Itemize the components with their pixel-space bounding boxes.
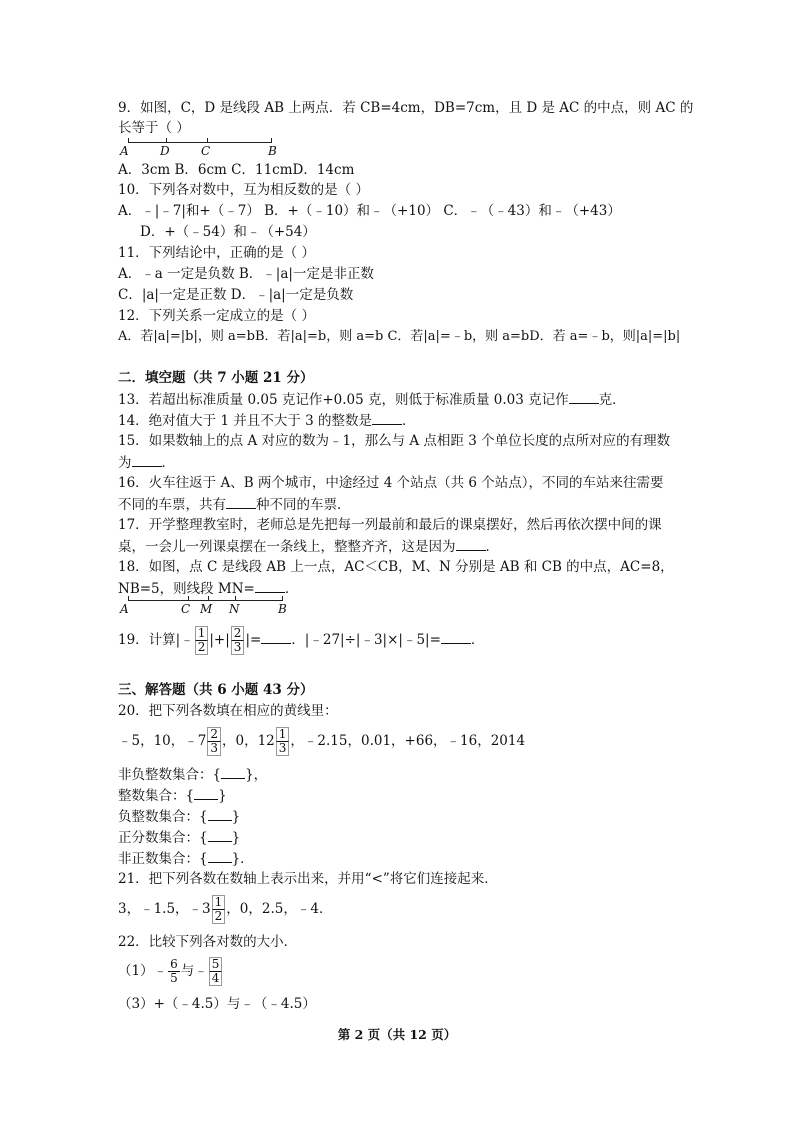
q20-set-nonneg-int	[118, 764, 267, 785]
q22-1-f2-num: 5	[209, 957, 223, 972]
q9-label-b: B	[268, 144, 277, 158]
q13-text: 13．若超出标准质量 0.05 克记作+0.05 克，则低于标准质量 0.03 克记作	[118, 392, 569, 408]
q14-text: 14．绝对值大于 1 并且不大于 3 的整数是	[118, 413, 373, 429]
q10-stem: 10．下列各对数中，互为相反数的是（ ）	[118, 182, 369, 198]
q10-options-line2: D．+（﹣54）和﹣（+54）	[140, 224, 316, 240]
q9-label-c: C	[201, 144, 211, 158]
q13-blank	[569, 389, 599, 404]
q11-options-line1: A．﹣a 一定是负数 B．﹣|a|一定是非正数	[118, 266, 374, 282]
q19-text-c: |=	[245, 632, 262, 648]
set-end: }．	[231, 851, 254, 867]
q22-1-text-a: （1）﹣	[118, 963, 168, 979]
set-end: }	[231, 830, 241, 846]
q11-stem: 11．下列结论中，正确的是（ ）	[118, 245, 315, 261]
q18-label-b: B	[278, 602, 287, 616]
set-label: 非正数集合：{	[118, 851, 208, 867]
q17-line2	[118, 536, 499, 557]
set-label: 整数集合：{	[118, 788, 195, 804]
q22-1-f1-num: 6	[170, 957, 178, 971]
q9-options: A．3cm B．6cm C．11cmD．14cm	[118, 162, 355, 178]
q19-text-a: 19．计算|﹣	[118, 632, 194, 648]
q18-text: NB=5，则线段 MN=	[118, 581, 255, 597]
q20-f2-num: 1	[276, 727, 290, 742]
q19-fraction-2	[231, 626, 245, 655]
q20-fraction-2	[276, 727, 290, 756]
q20-f2-den: 3	[276, 742, 290, 756]
q11-options-line2: C．|a|一定是正数 D．﹣|a|一定是负数	[118, 287, 354, 303]
q19-text-e: ．	[470, 632, 485, 648]
set-end: }，	[245, 767, 268, 783]
q18-line-segment-figure	[120, 600, 290, 620]
q20-text-b: ，0，12	[222, 733, 275, 749]
q22-1-text-b: 与﹣	[180, 963, 208, 979]
page-footer: 第 2 页（共 12 页）	[337, 1027, 457, 1042]
q19-blank-2	[441, 629, 471, 644]
q20-stem: 20．把下列各数填在相应的黄线里：	[118, 703, 338, 719]
section2-title: 二．填空题（共 7 小题 21 分）	[118, 370, 314, 386]
section3-title: 三、解答题（共 6 小题 43 分）	[118, 682, 314, 698]
set-blank	[208, 848, 232, 863]
q9-label-d: D	[160, 144, 170, 158]
q9-stem-line1: 9．如图，C，D 是线段 AB 上两点．若 CB=4cm，DB=7cm，且 D 是 AC 的中点，则 AC 的	[118, 100, 694, 116]
q19-blank-1	[261, 629, 291, 644]
q21-stem: 21．把下列各数在数轴上表示出来，并用“<”将它们连接起来．	[118, 871, 498, 887]
q16-blank	[226, 494, 256, 509]
q18-line1: 18．如图，点 C 是线段 AB 上一点，AC＜CB，M、N 分别是 AB 和 CB 的中点，AC=8，	[118, 559, 674, 575]
q22-1-f1-den: 5	[170, 971, 178, 985]
set-label: 负整数集合：{	[118, 809, 208, 825]
q16-end: 种不同的车票．	[256, 497, 351, 513]
q17-blank	[456, 536, 486, 551]
q9-stem-line2: 长等于（ ）	[118, 120, 190, 136]
q21-f-den: 2	[212, 910, 226, 924]
q22-part3: （3）+（﹣4.5）与﹣（﹣4.5）	[118, 996, 316, 1012]
q22-stem: 22．比较下列各对数的大小．	[118, 934, 298, 950]
q15-blank	[132, 452, 162, 467]
q20-set-nonpos	[118, 848, 254, 869]
q20-set-pos-frac	[118, 827, 240, 848]
q13	[118, 389, 626, 410]
q9-line-segment-figure	[120, 142, 280, 162]
q12-stem: 12．下列关系一定成立的是（ ）	[118, 308, 315, 324]
q22-1-f2-den: 4	[209, 972, 223, 986]
q17-text: 桌，一会儿一列课桌摆在一条线上，整整齐齐，这是因为	[118, 539, 456, 555]
q22-1-fraction-2	[209, 957, 223, 986]
q18-label-n: N	[229, 602, 240, 616]
q20-f1-num: 2	[207, 727, 221, 742]
set-label: 非负整数集合：{	[118, 767, 222, 783]
set-end: }	[231, 809, 241, 825]
q21-numbers	[118, 895, 332, 924]
set-blank	[208, 806, 232, 821]
q20-text-c: ，﹣2.15，0.01，+66，﹣16，2014	[290, 733, 526, 749]
q22-part1	[118, 956, 223, 986]
q16-text: 不同的车票，共有	[118, 497, 226, 513]
q20-f1-den: 3	[207, 742, 221, 756]
q16-line1: 16．火车往返于 A、B 两个城市，中途经过 4 个站点（共 6 个站点），不同的车站来往需要	[118, 475, 664, 491]
q10-options-line1: A．﹣|﹣7|和+（﹣7） B．+（﹣10）和﹣（+10） C．﹣（﹣43）和﹣（+43）	[118, 203, 621, 219]
q17-end: ．	[485, 539, 499, 555]
q16-line2	[118, 494, 351, 515]
q9-label-a: A	[120, 144, 129, 158]
q18-blank	[255, 578, 285, 593]
q21-f-num: 1	[212, 895, 226, 910]
q17-line1: 17．开学整理教室时，老师总是先把每一列最前和最后的课桌摆好，然后再依次摆中间的课	[118, 517, 662, 533]
q12-options: A．若|a|=|b|，则 a=bB．若|a|=b，则 a=b C．若|a|=﹣b，则 a=bD．若 a=﹣b，则|a|=|b|	[118, 329, 681, 344]
q18-label-a: A	[120, 602, 129, 616]
q18-label-c: C	[181, 602, 191, 616]
q21-fraction	[212, 895, 226, 924]
q15-line1: 15．如果数轴上的点 A 对应的数为﹣1，那么与 A 点相距 3 个单位长度的点所对应的有理数	[118, 433, 671, 449]
q20-set-neg-int	[118, 806, 240, 827]
q19-f2-den: 3	[231, 641, 245, 655]
set-blank	[194, 785, 218, 800]
q14	[118, 410, 416, 431]
q21-text-b: ，0，2.5，﹣4．	[226, 901, 333, 917]
q19-f1-num: 1	[195, 626, 209, 641]
q15-text: 为	[118, 455, 132, 471]
q19-fraction-1	[195, 626, 209, 655]
q14-end: ．	[402, 413, 416, 429]
q22-1-fraction-1	[168, 958, 180, 985]
q19-f2-num: 2	[231, 626, 245, 641]
q20-fraction-1	[207, 727, 221, 756]
q13-end: 克．	[598, 392, 626, 408]
q20-numbers	[118, 727, 525, 756]
q21-text-a: 3，﹣1.5，﹣3	[118, 901, 211, 917]
q19-text-d: ．|﹣27|÷|﹣3|×|﹣5|=	[291, 632, 441, 648]
q18-end: ．	[284, 581, 299, 597]
q18-label-m: M	[200, 602, 213, 616]
q19-text-b: |+|	[209, 632, 230, 648]
q15-end: ．	[161, 455, 175, 471]
set-label: 正分数集合：{	[118, 830, 208, 846]
q14-blank	[372, 410, 402, 425]
q19	[118, 626, 484, 655]
q19-f1-den: 2	[195, 641, 209, 655]
q20-set-int	[118, 785, 227, 806]
q15-line2	[118, 452, 175, 473]
set-blank	[208, 827, 232, 842]
q20-text-a: ﹣5，10，﹣7	[118, 733, 207, 749]
set-blank	[221, 764, 245, 779]
set-end: }	[218, 788, 227, 804]
